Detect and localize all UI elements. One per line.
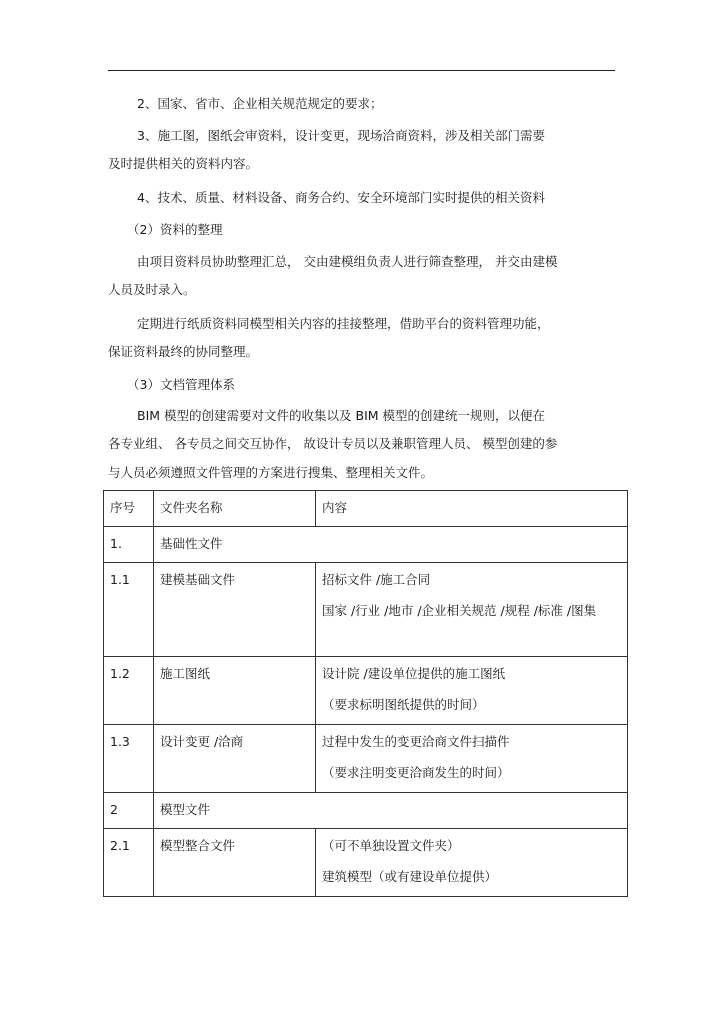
section-heading: （2）资料的整理 bbox=[127, 222, 223, 237]
row-number-cell: 1.1 bbox=[104, 563, 154, 657]
table-row bbox=[104, 725, 628, 793]
file-management-table bbox=[103, 490, 628, 897]
content-line: （要求标明图纸提供的时间） bbox=[322, 697, 485, 712]
table-row bbox=[104, 527, 628, 563]
folder-name-cell: 建模基础文件 bbox=[154, 563, 316, 657]
paragraph-line: 由项目资料员协助整理汇总， 交由建模组负责人进行筛查整理， 并交由建模 bbox=[137, 254, 558, 269]
table-header-row bbox=[104, 491, 628, 527]
paragraph-line: 定期进行纸质资料同模型相关内容的挂接整理，借助平台的资料管理功能， bbox=[137, 316, 550, 331]
paragraph-line: 与人员必须遵照文件管理的方案进行搜集、整理相关文件。 bbox=[108, 465, 434, 480]
content-cell bbox=[316, 563, 628, 657]
paragraph-line: 各专业组、 各专员之间交互协作， 故设计专员以及兼职管理人员、 模型创建的参 bbox=[108, 436, 558, 451]
paragraph-line: BIM 模型的创建需要对文件的收集以及 BIM 模型的创建统一规则，以便在 bbox=[137, 408, 546, 423]
section-heading: （3）文档管理体系 bbox=[127, 377, 235, 392]
table-row bbox=[104, 657, 628, 725]
content-cell bbox=[316, 725, 628, 793]
header-rule bbox=[108, 70, 615, 71]
paragraph-line: 3、施工图，图纸会审资料，设计变更，现场洽商资料，涉及相关部门需要 bbox=[137, 128, 545, 143]
table-row bbox=[104, 563, 628, 657]
content-line: 建筑模型（或有建设单位提供） bbox=[322, 869, 498, 884]
content-line: 国家 /行业 /地市 /企业相关规范 /规程 /标准 /图集 bbox=[322, 603, 597, 618]
folder-name-cell: 模型整合文件 bbox=[154, 829, 316, 897]
content-line: 招标文件 /施工合同 bbox=[322, 572, 431, 587]
folder-name-cell: 设计变更 /洽商 bbox=[154, 725, 316, 793]
content-line: 设计院 /建设单位提供的施工图纸 bbox=[322, 666, 506, 681]
paragraph-line: 保证资料最终的协同整理。 bbox=[108, 344, 259, 359]
row-number-cell: 1.3 bbox=[104, 725, 154, 793]
content-line: 过程中发生的变更洽商文件扫描件 bbox=[322, 734, 510, 749]
paragraph-line: 2、国家、省市、企业相关规范规定的要求； bbox=[137, 96, 383, 111]
content-line: （可不单独设置文件夹） bbox=[322, 838, 460, 853]
table-header-cell: 文件夹名称 bbox=[154, 491, 316, 527]
table-row bbox=[104, 793, 628, 829]
content-line: （要求注明变更洽商发生的时间） bbox=[322, 765, 510, 780]
row-number-cell: 1. bbox=[104, 527, 154, 563]
folder-name-cell: 模型文件 bbox=[154, 793, 628, 829]
folder-name-cell: 施工图纸 bbox=[154, 657, 316, 725]
paragraph-line: 及时提供相关的资料内容。 bbox=[108, 156, 259, 171]
row-number-cell: 1.2 bbox=[104, 657, 154, 725]
content-cell bbox=[316, 657, 628, 725]
table-header-cell: 序号 bbox=[104, 491, 154, 527]
paragraph-line: 4、技术、质量、材料设备、商务合约、安全环境部门实时提供的相关资料 bbox=[137, 190, 545, 205]
paragraph-line: 人员及时录入。 bbox=[108, 282, 196, 297]
row-number-cell: 2 bbox=[104, 793, 154, 829]
content-cell bbox=[316, 829, 628, 897]
folder-name-cell: 基础性文件 bbox=[154, 527, 628, 563]
row-number-cell: 2.1 bbox=[104, 829, 154, 897]
table-row bbox=[104, 829, 628, 897]
table-header-cell: 内容 bbox=[316, 491, 628, 527]
